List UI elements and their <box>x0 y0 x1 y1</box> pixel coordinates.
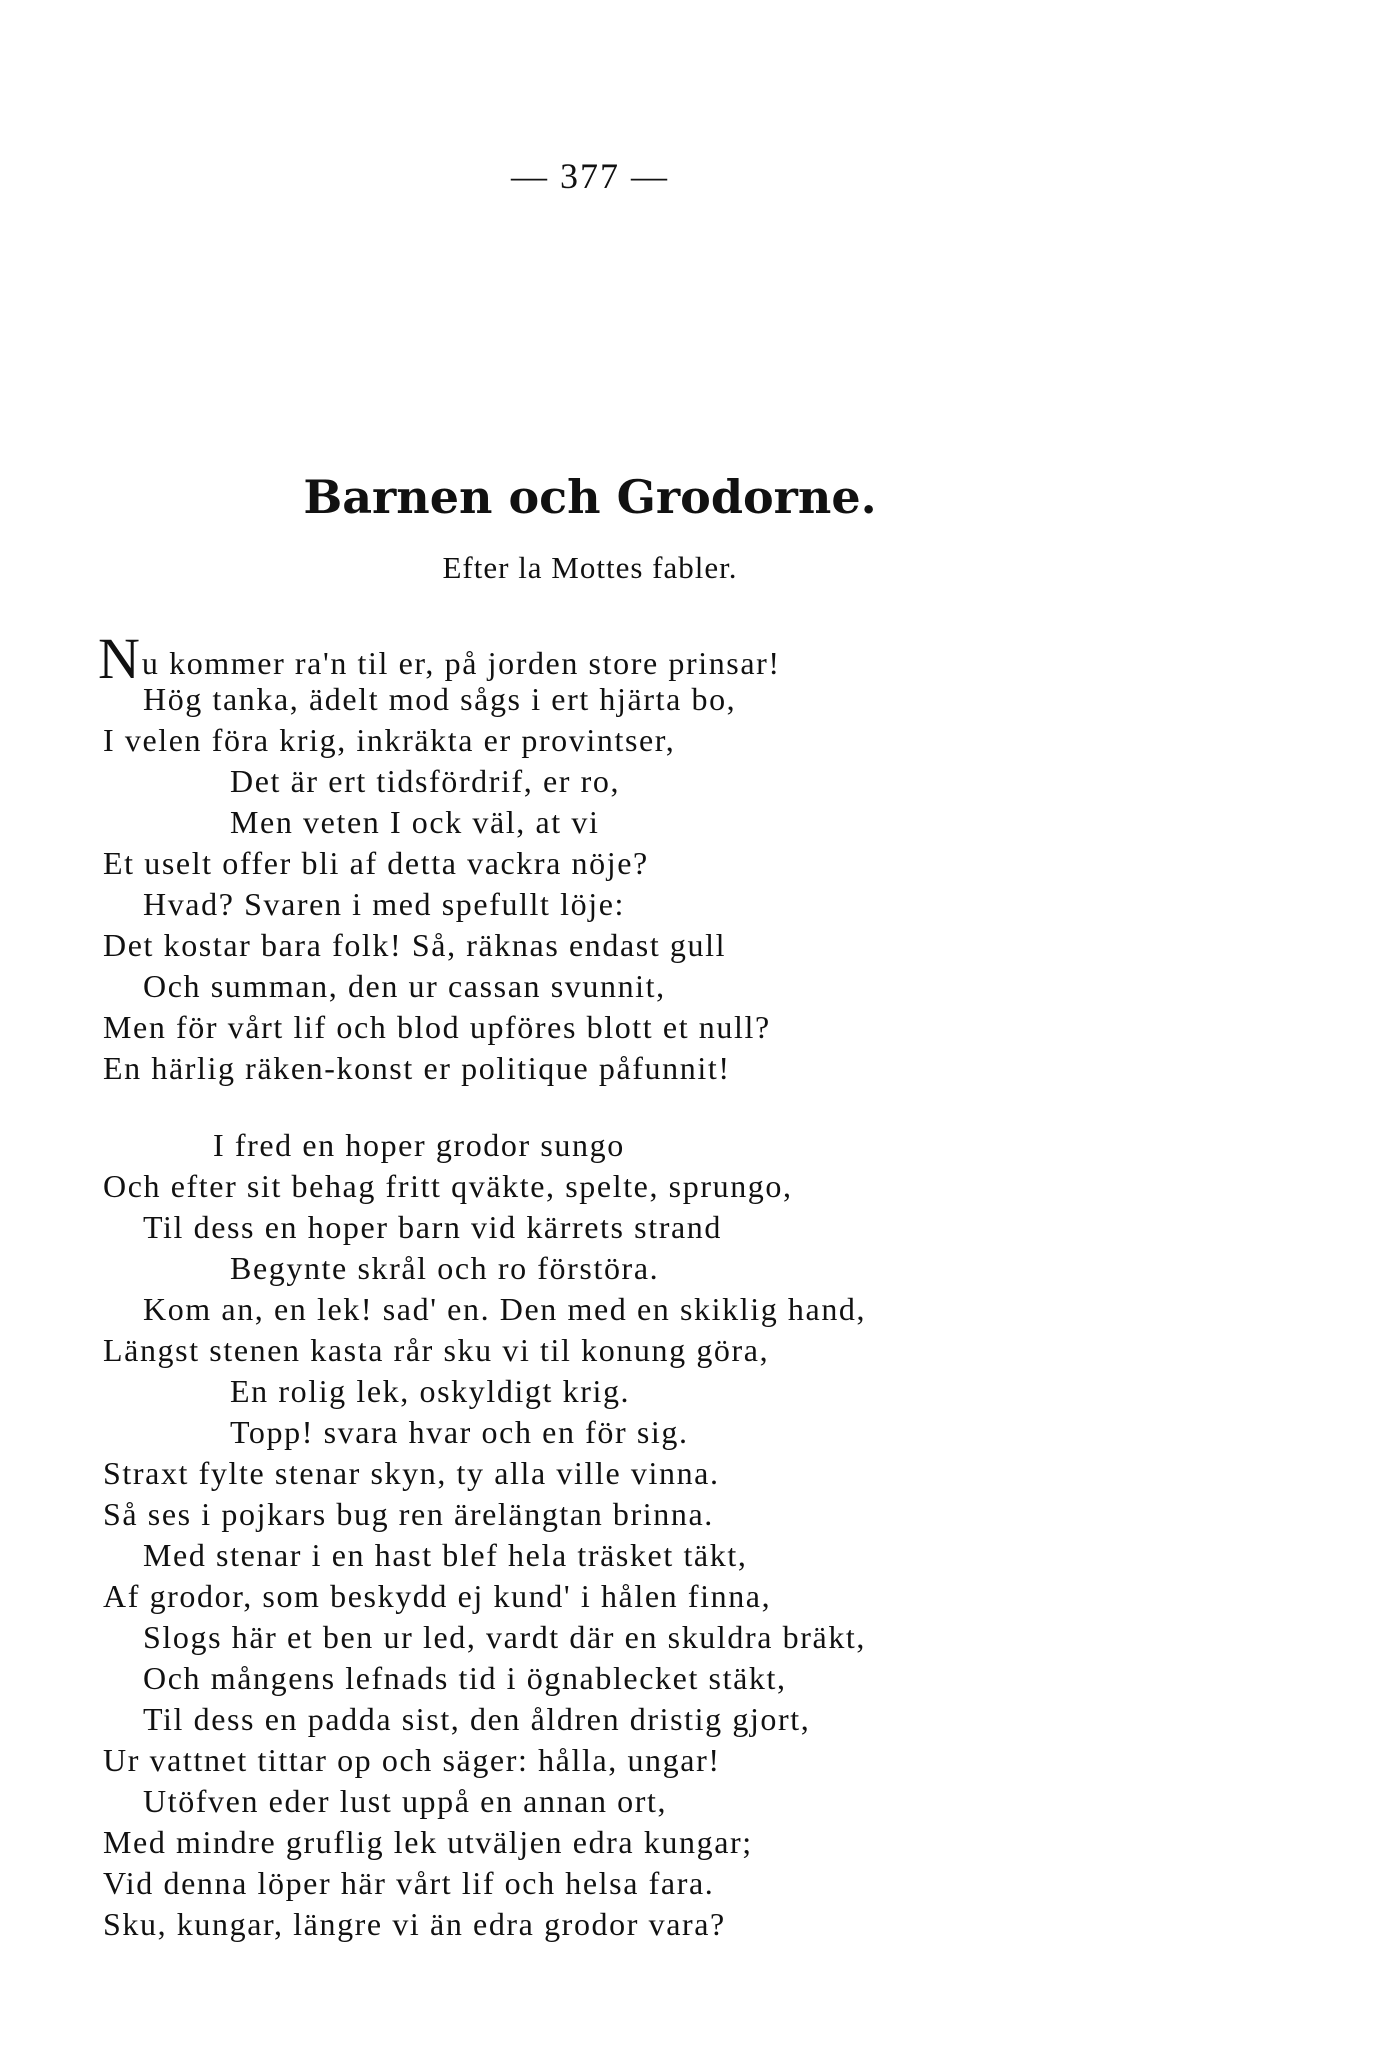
poem-line: Men veten I ock väl, at vi <box>230 804 600 840</box>
poem-line: Til dess en hoper barn vid kärrets strand <box>143 1209 722 1245</box>
drop-cap: N <box>98 626 140 691</box>
poem-line: Topp! svara hvar och en för sig. <box>230 1414 689 1450</box>
poem-line: Och efter sit behag fritt qväkte, spelte, sprungo, <box>103 1168 793 1204</box>
poem-line: Det är ert tidsfördrif, er ro, <box>230 763 621 799</box>
poem-line: Hög tanka, ädelt mod sågs i ert hjärta bo, <box>143 681 737 717</box>
poem-line: Et uselt offer bli af detta vackra nöje? <box>103 845 649 881</box>
poem-line: Straxt fylte stenar skyn, ty alla ville vinna. <box>103 1455 720 1491</box>
poem-line: I velen föra krig, inkräkta er provintser, <box>103 722 676 758</box>
poem-line: Vid denna löper här vårt lif och helsa fara. <box>103 1865 715 1901</box>
poem-line: Men för vårt lif och blod upföres blott et null? <box>103 1009 771 1045</box>
poem-subtitle: Efter la Mottes fabler. <box>442 550 738 585</box>
poem-line: Af grodor, som beskydd ej kund' i hålen finna, <box>103 1578 772 1614</box>
poem-line <box>0 626 1400 691</box>
stanza-1 <box>0 626 1400 1089</box>
poem-line: Slogs här et ben ur led, vardt där en skuldra bräkt, <box>143 1619 867 1655</box>
poem-line: Begynte skrål och ro förstöra. <box>230 1250 660 1286</box>
poem-line: Til dess en padda sist, den åldren dristig gjort, <box>143 1701 811 1737</box>
poem-line: Och summan, den ur cassan svunnit, <box>143 968 666 1004</box>
poem-title: Barnen och Grodorne. <box>303 470 877 524</box>
poem-line: Längst stenen kasta rår sku vi til konung göra, <box>103 1332 770 1368</box>
poem-line: Med mindre gruflig lek utväljen edra kungar; <box>103 1824 753 1860</box>
poem-line: Ur vattnet tittar op och säger: hålla, ungar! <box>103 1742 721 1778</box>
stanza-2 <box>0 1125 1400 1945</box>
poem-line: Sku, kungar, längre vi än edra grodor vara? <box>103 1906 726 1942</box>
poem-line: I fred en hoper grodor sungo <box>213 1127 625 1163</box>
poem-line: En härlig räken-konst er politique påfunnit! <box>103 1050 731 1086</box>
poem-line: Utöfven eder lust uppå en annan ort, <box>143 1783 668 1819</box>
poem-line: Det kostar bara folk! Så, räknas endast gull <box>103 927 727 963</box>
poem-line: Och mångens lefnads tid i ögnablecket stäkt, <box>143 1660 787 1696</box>
page-number: — 377 — <box>511 156 669 196</box>
poem-line-text: u kommer ra'n til er, på jorden store prinsar! <box>141 645 781 681</box>
poem-line: Kom an, en lek! sad' en. Den med en skiklig hand, <box>143 1291 867 1327</box>
poem-line: Så ses i pojkars bug ren ärelängtan brinna. <box>103 1496 714 1532</box>
poem-line: En rolig lek, oskyldigt krig. <box>230 1373 631 1409</box>
poem-line: Med stenar i en hast blef hela träsket täkt, <box>143 1537 748 1573</box>
poem-line: Hvad? Svaren i med spefullt löje: <box>143 886 626 922</box>
